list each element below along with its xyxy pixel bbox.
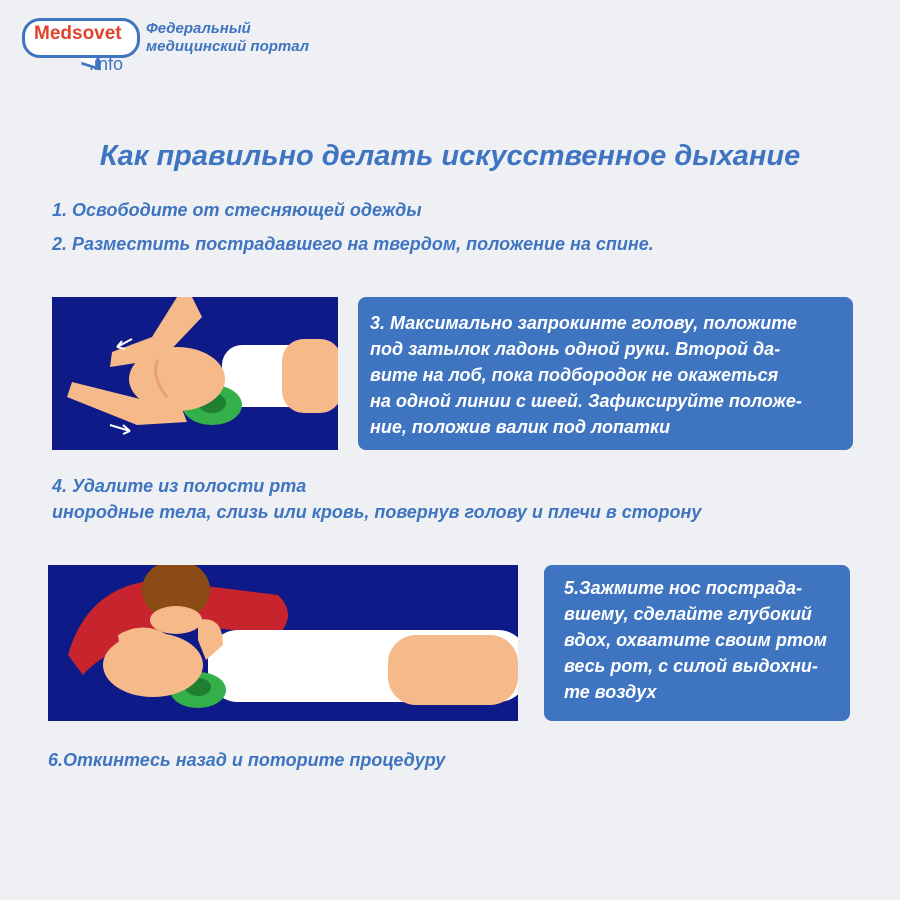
- step-3-line: вите на лоб, пока подбородок не окажеться: [370, 365, 779, 385]
- logo-brand: Medsovet: [34, 23, 122, 44]
- step-2-text: 2. Разместить пострадавшего на твердом, положение на спине.: [52, 234, 654, 254]
- mouth-to-mouth-illustration: [48, 565, 518, 721]
- head-tilt-graphic: [52, 297, 338, 450]
- step-5-line: 5.Зажмите нос пострада-: [564, 578, 802, 598]
- step-3-line: на одной линии с шеей. Зафиксируйте положе-: [370, 391, 802, 411]
- step-5-callout: [544, 565, 850, 721]
- step-5-line: вшему, сделайте глубокий: [564, 604, 812, 624]
- step-1-text: 1. Освободите от стесняющей одежды: [52, 200, 422, 220]
- step-5-line: вдох, охватите своим ртом: [564, 630, 827, 650]
- step-5-line: те воздух: [564, 682, 657, 702]
- site-logo[interactable]: [22, 18, 322, 78]
- step-5-line: весь рот, с силой выдохни-: [564, 656, 818, 676]
- page-title: Как правильно делать искусственное дыхание: [99, 140, 801, 172]
- mouth-to-mouth-graphic: [48, 565, 518, 721]
- step-6-text: 6.Откинтесь назад и поторите процедуру: [48, 750, 446, 770]
- step-4-text-line-2: инородные тела, слизь или кровь, повернув голову и плечи в сторону: [52, 502, 702, 522]
- logo-tagline-line-2: медицинский портал: [146, 38, 310, 55]
- step-3-line: под затылок ладонь одной руки. Второй да-: [370, 339, 781, 359]
- logo-domain: .info: [89, 54, 124, 74]
- logo-tagline: [146, 20, 309, 56]
- head-tilt-illustration: [52, 297, 338, 450]
- step-3-callout: [358, 297, 853, 450]
- step-3-line: 3. Максимально запрокинте голову, положите: [370, 313, 797, 333]
- step-3-line: ние, положив валик под лопатки: [370, 417, 671, 437]
- logo-tagline-line-1: Федеральный: [146, 20, 251, 37]
- step-4-text-line-1: 4. Удалите из полости рта: [52, 476, 307, 496]
